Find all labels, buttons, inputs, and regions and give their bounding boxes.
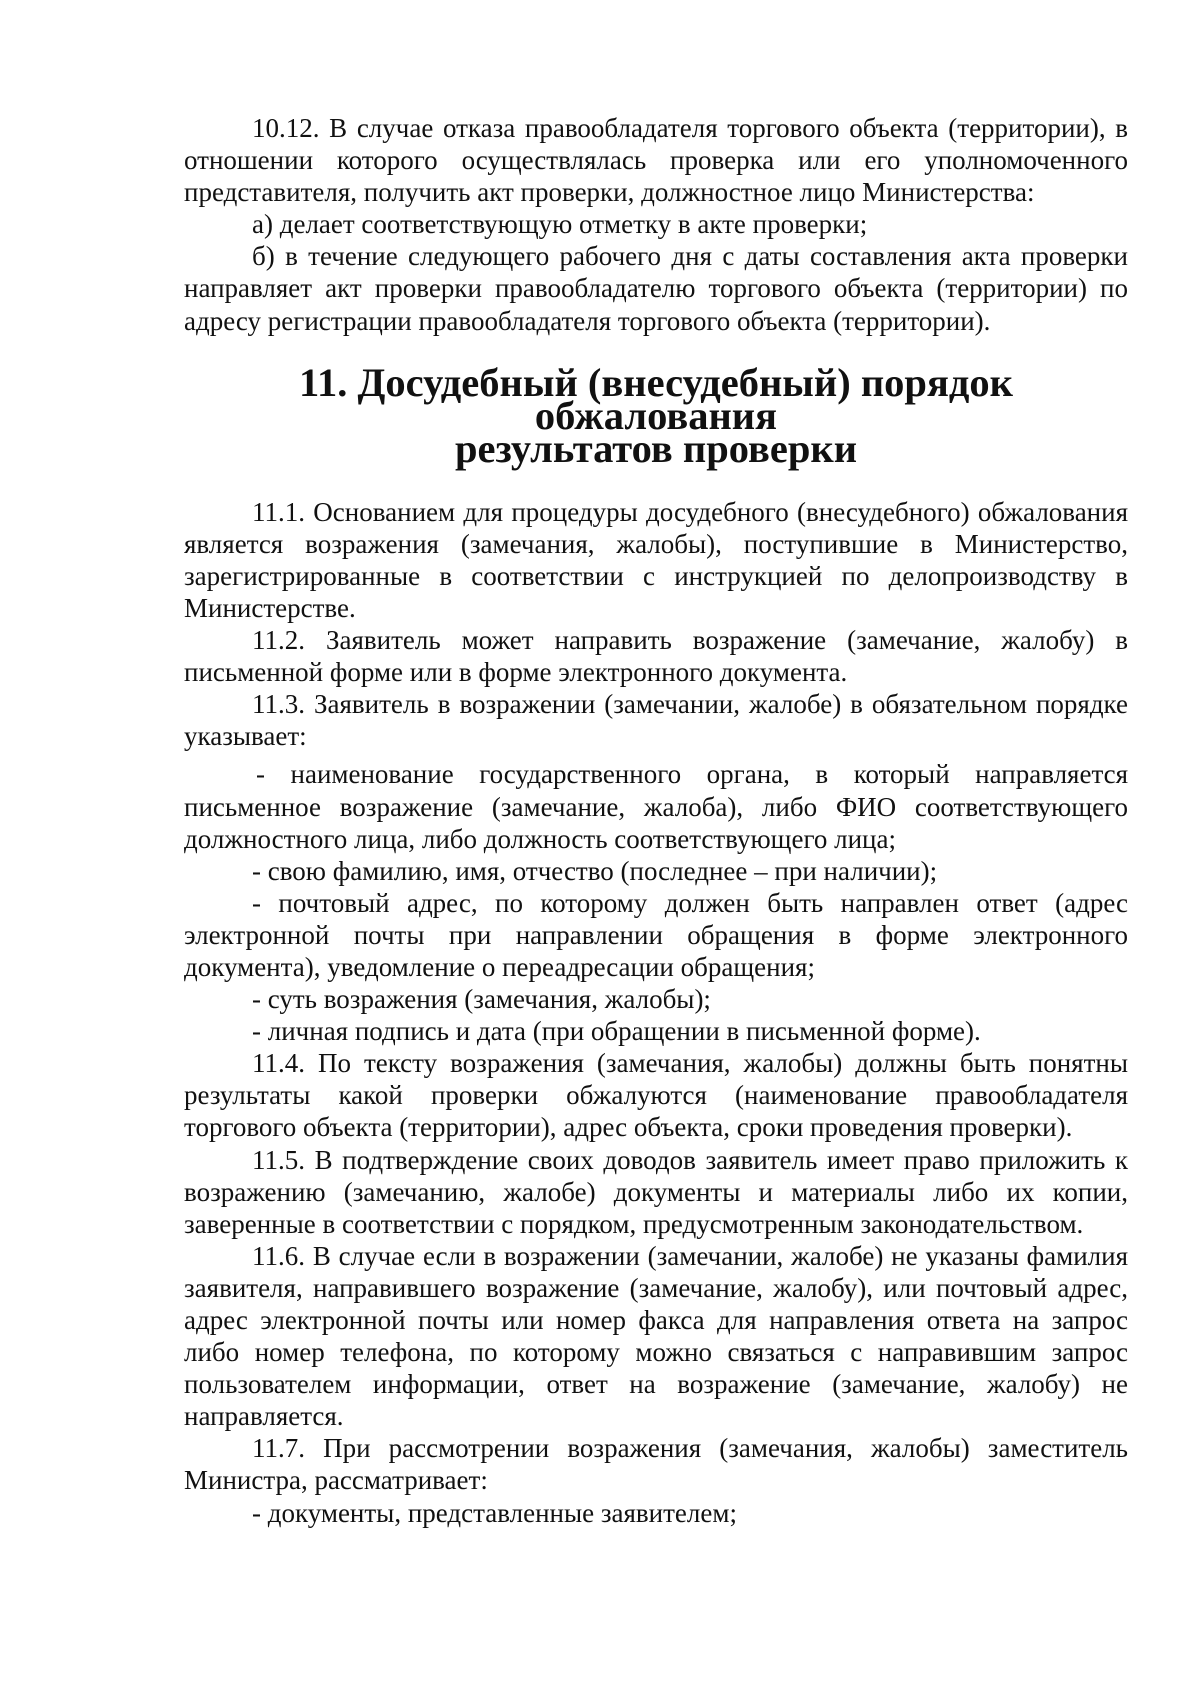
paragraph-11-2: 11.2. Заявитель может направить возражение (замечание, жалобу) в письменной форме или в форме электронного документа. bbox=[184, 625, 1128, 688]
paragraph-11-4: 11.4. По тексту возражения (замечания, жалобы) должны быть понятны результаты какой проверки обжалуются (наименование правообладателя торгового объекта (территории), адрес объекта, сроки проведения проверки). bbox=[184, 1048, 1128, 1143]
list-item-11-3-1: - наименование государственного органа, в который направляется письменное возражение (замечание, жалоба), либо ФИО соответствующего должностного лица, либо должность соответствующего лица; bbox=[184, 759, 1128, 854]
list-item-11-3-3: - почтовый адрес, по которому должен быть направлен ответ (адрес электронной почты при направлении обращения в форме электронного документа), уведомление о переадресации обращения; bbox=[184, 887, 1128, 982]
section-heading-line1: 11. Досудебный (внесудебный) порядок обжалования bbox=[299, 359, 1013, 438]
paragraph-11-3: 11.3. Заявитель в возражении (замечании, жалобе) в обязательном порядке указывает: bbox=[184, 689, 1128, 752]
section-heading-line2: результатов проверки bbox=[454, 425, 858, 471]
list-item-11-3-4: - суть возражения (замечания, жалобы); bbox=[252, 984, 711, 1015]
paragraph-11-6: 11.6. В случае если в возражении (замечании, жалобе) не указаны фамилия заявителя, направившего возражение (замечание, жалобу), или почтовый адрес, адрес электронной почты или номер факса для направления ответа на запрос либо номер телефона, по которому можно связаться с направившим запрос пользователем информации, ответ на возражение (замечание, жалобу) не направляется. bbox=[184, 1240, 1128, 1432]
paragraph-11-5: 11.5. В подтверждение своих доводов заявитель имеет право приложить к возражению (замечанию, жалобе) документы и материалы либо их копии, заверенные в соответствии с порядком, предусмотренным законодательством. bbox=[184, 1144, 1128, 1239]
paragraph-11-1: 11.1. Основанием для процедуры досудебного (внесудебного) обжалования является возражения (замечания, жалобы), поступившие в Министерство, зарегистрированные в соответствии с инструкцией по делопроизводству в Министерстве. bbox=[184, 496, 1128, 623]
paragraph-10-12-b: б) в течение следующего рабочего дня с даты составления акта проверки направляет акт проверки правообладателю торгового объекта (территории) по адресу регистрации правообладателя торгового объекта (территории). bbox=[184, 241, 1128, 336]
section-heading bbox=[184, 359, 1128, 471]
paragraph-10-12-a: а) делает соответствующую отметку в акте проверки; bbox=[252, 209, 868, 240]
list-item-11-3-2: - свою фамилию, имя, отчество (последнее – при наличии); bbox=[252, 855, 938, 886]
document-page bbox=[184, 112, 1128, 1529]
paragraph-11-7: 11.7. При рассмотрении возражения (замечания, жалобы) заместитель Министра, рассматривает: bbox=[184, 1433, 1128, 1496]
paragraph-10-12: 10.12. В случае отказа правообладателя торгового объекта (территории), в отношении которого осуществлялась проверка или его уполномоченного представителя, получить акт проверки, должностное лицо Министерства: bbox=[184, 113, 1128, 208]
list-item-11-3-5: - личная подпись и дата (при обращении в письменной форме). bbox=[252, 1016, 981, 1047]
list-item-11-7-1: - документы, представленные заявителем; bbox=[252, 1497, 737, 1528]
